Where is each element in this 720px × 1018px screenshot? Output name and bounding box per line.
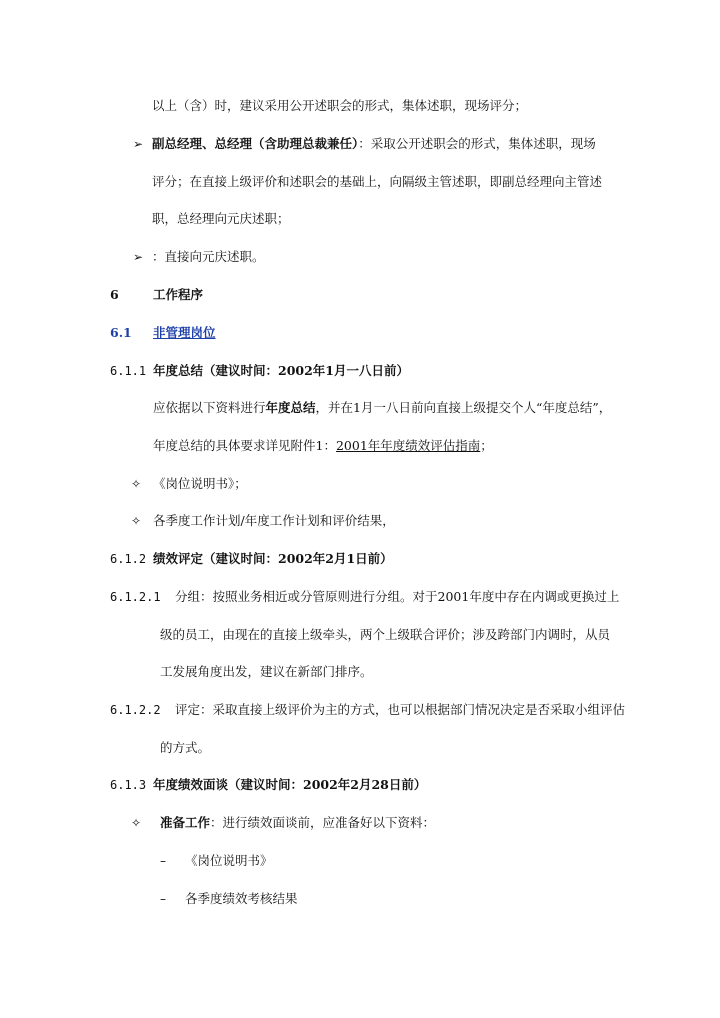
- dash-bullet-icon: –: [160, 892, 166, 906]
- section-number: 6.1.1: [110, 364, 147, 378]
- paragraph-line: 的方式。: [160, 740, 211, 755]
- list-item: 《岗位说明书》: [185, 853, 273, 868]
- paragraph-line: ：直接向元庆述职。: [152, 249, 265, 264]
- emphasis-text: 年度总结: [265, 400, 316, 415]
- emphasis-text: 准备工作: [160, 815, 211, 830]
- text-span: 年度总结的具体要求详见附件1：: [153, 438, 336, 453]
- text-span: ：采取公开述职会的形式，集体述职，现场: [358, 136, 596, 151]
- paragraph-line: 评分；在直接上级评价和述职会的基础上，向隔级主管述职，即副总经理向主管述: [152, 174, 603, 189]
- list-item: [160, 814, 435, 832]
- text-span: ，并在1月一八日前向直接上级提交个人“年度总结”，: [315, 400, 612, 415]
- paragraph-line: [153, 437, 493, 455]
- section-number: 6.1.2.1: [110, 590, 161, 604]
- paragraph-line: [153, 399, 611, 417]
- section-title: 绩效评定（建议时间：2002年2月1日前）: [153, 551, 393, 566]
- diamond-bullet-icon: ✧: [131, 514, 142, 528]
- text-span: 应依据以下资料进行: [153, 400, 266, 415]
- paragraph-line: 评定：采取直接上级评价为主的方式，也可以根据部门情况决定是否采取小组评估: [175, 702, 626, 717]
- text-span: ：进行绩效面谈前，应准备好以下资料：: [210, 815, 436, 830]
- section-title: 年度总结（建议时间：2002年1月一八日前）: [153, 363, 409, 378]
- list-item: 《岗位说明书》；: [153, 476, 247, 491]
- section-number: 6.1.3: [110, 778, 147, 792]
- section-title: 年度绩效面谈（建议时间：2002年2月28日前）: [153, 777, 427, 792]
- section-number: 6.1: [110, 325, 132, 340]
- paragraph-line: 级的员工，由现在的直接上级牵头，两个上级联合评价；涉及跨部门内调时，从员: [160, 627, 611, 642]
- role-label: 副总经理、总经理（含助理总裁兼任）: [152, 136, 359, 151]
- text-span: ；: [480, 438, 493, 453]
- list-item: 各季度工作计划/年度工作计划和评价结果，: [153, 513, 395, 528]
- arrow-bullet-icon: ➢: [133, 250, 144, 264]
- paragraph-line: 职，总经理向元庆述职；: [152, 211, 290, 226]
- section-number: 6.1.2.2: [110, 703, 161, 717]
- arrow-bullet-icon: ➢: [133, 137, 144, 151]
- paragraph-line: [152, 135, 596, 153]
- diamond-bullet-icon: ✧: [131, 816, 142, 830]
- list-item: 各季度绩效考核结果: [185, 891, 298, 906]
- section-title-link[interactable]: 非管理岗位: [153, 325, 216, 340]
- paragraph-line: 分组：按照业务相近或分管原则进行分组。对于2001年度中存在内调或更换过上: [175, 589, 620, 604]
- section-number: 6: [110, 287, 119, 302]
- paragraph-line: 以上（含）时，建议采用公开述职会的形式，集体述职，现场评分；: [152, 98, 528, 113]
- diamond-bullet-icon: ✧: [131, 477, 142, 491]
- section-title: 工作程序: [153, 287, 204, 302]
- paragraph-line: 工发展角度出发，建议在新部门排序。: [160, 664, 373, 679]
- dash-bullet-icon: –: [160, 854, 166, 868]
- appendix-link[interactable]: 2001年年度绩效评估指南: [335, 438, 481, 453]
- section-number: 6.1.2: [110, 552, 147, 566]
